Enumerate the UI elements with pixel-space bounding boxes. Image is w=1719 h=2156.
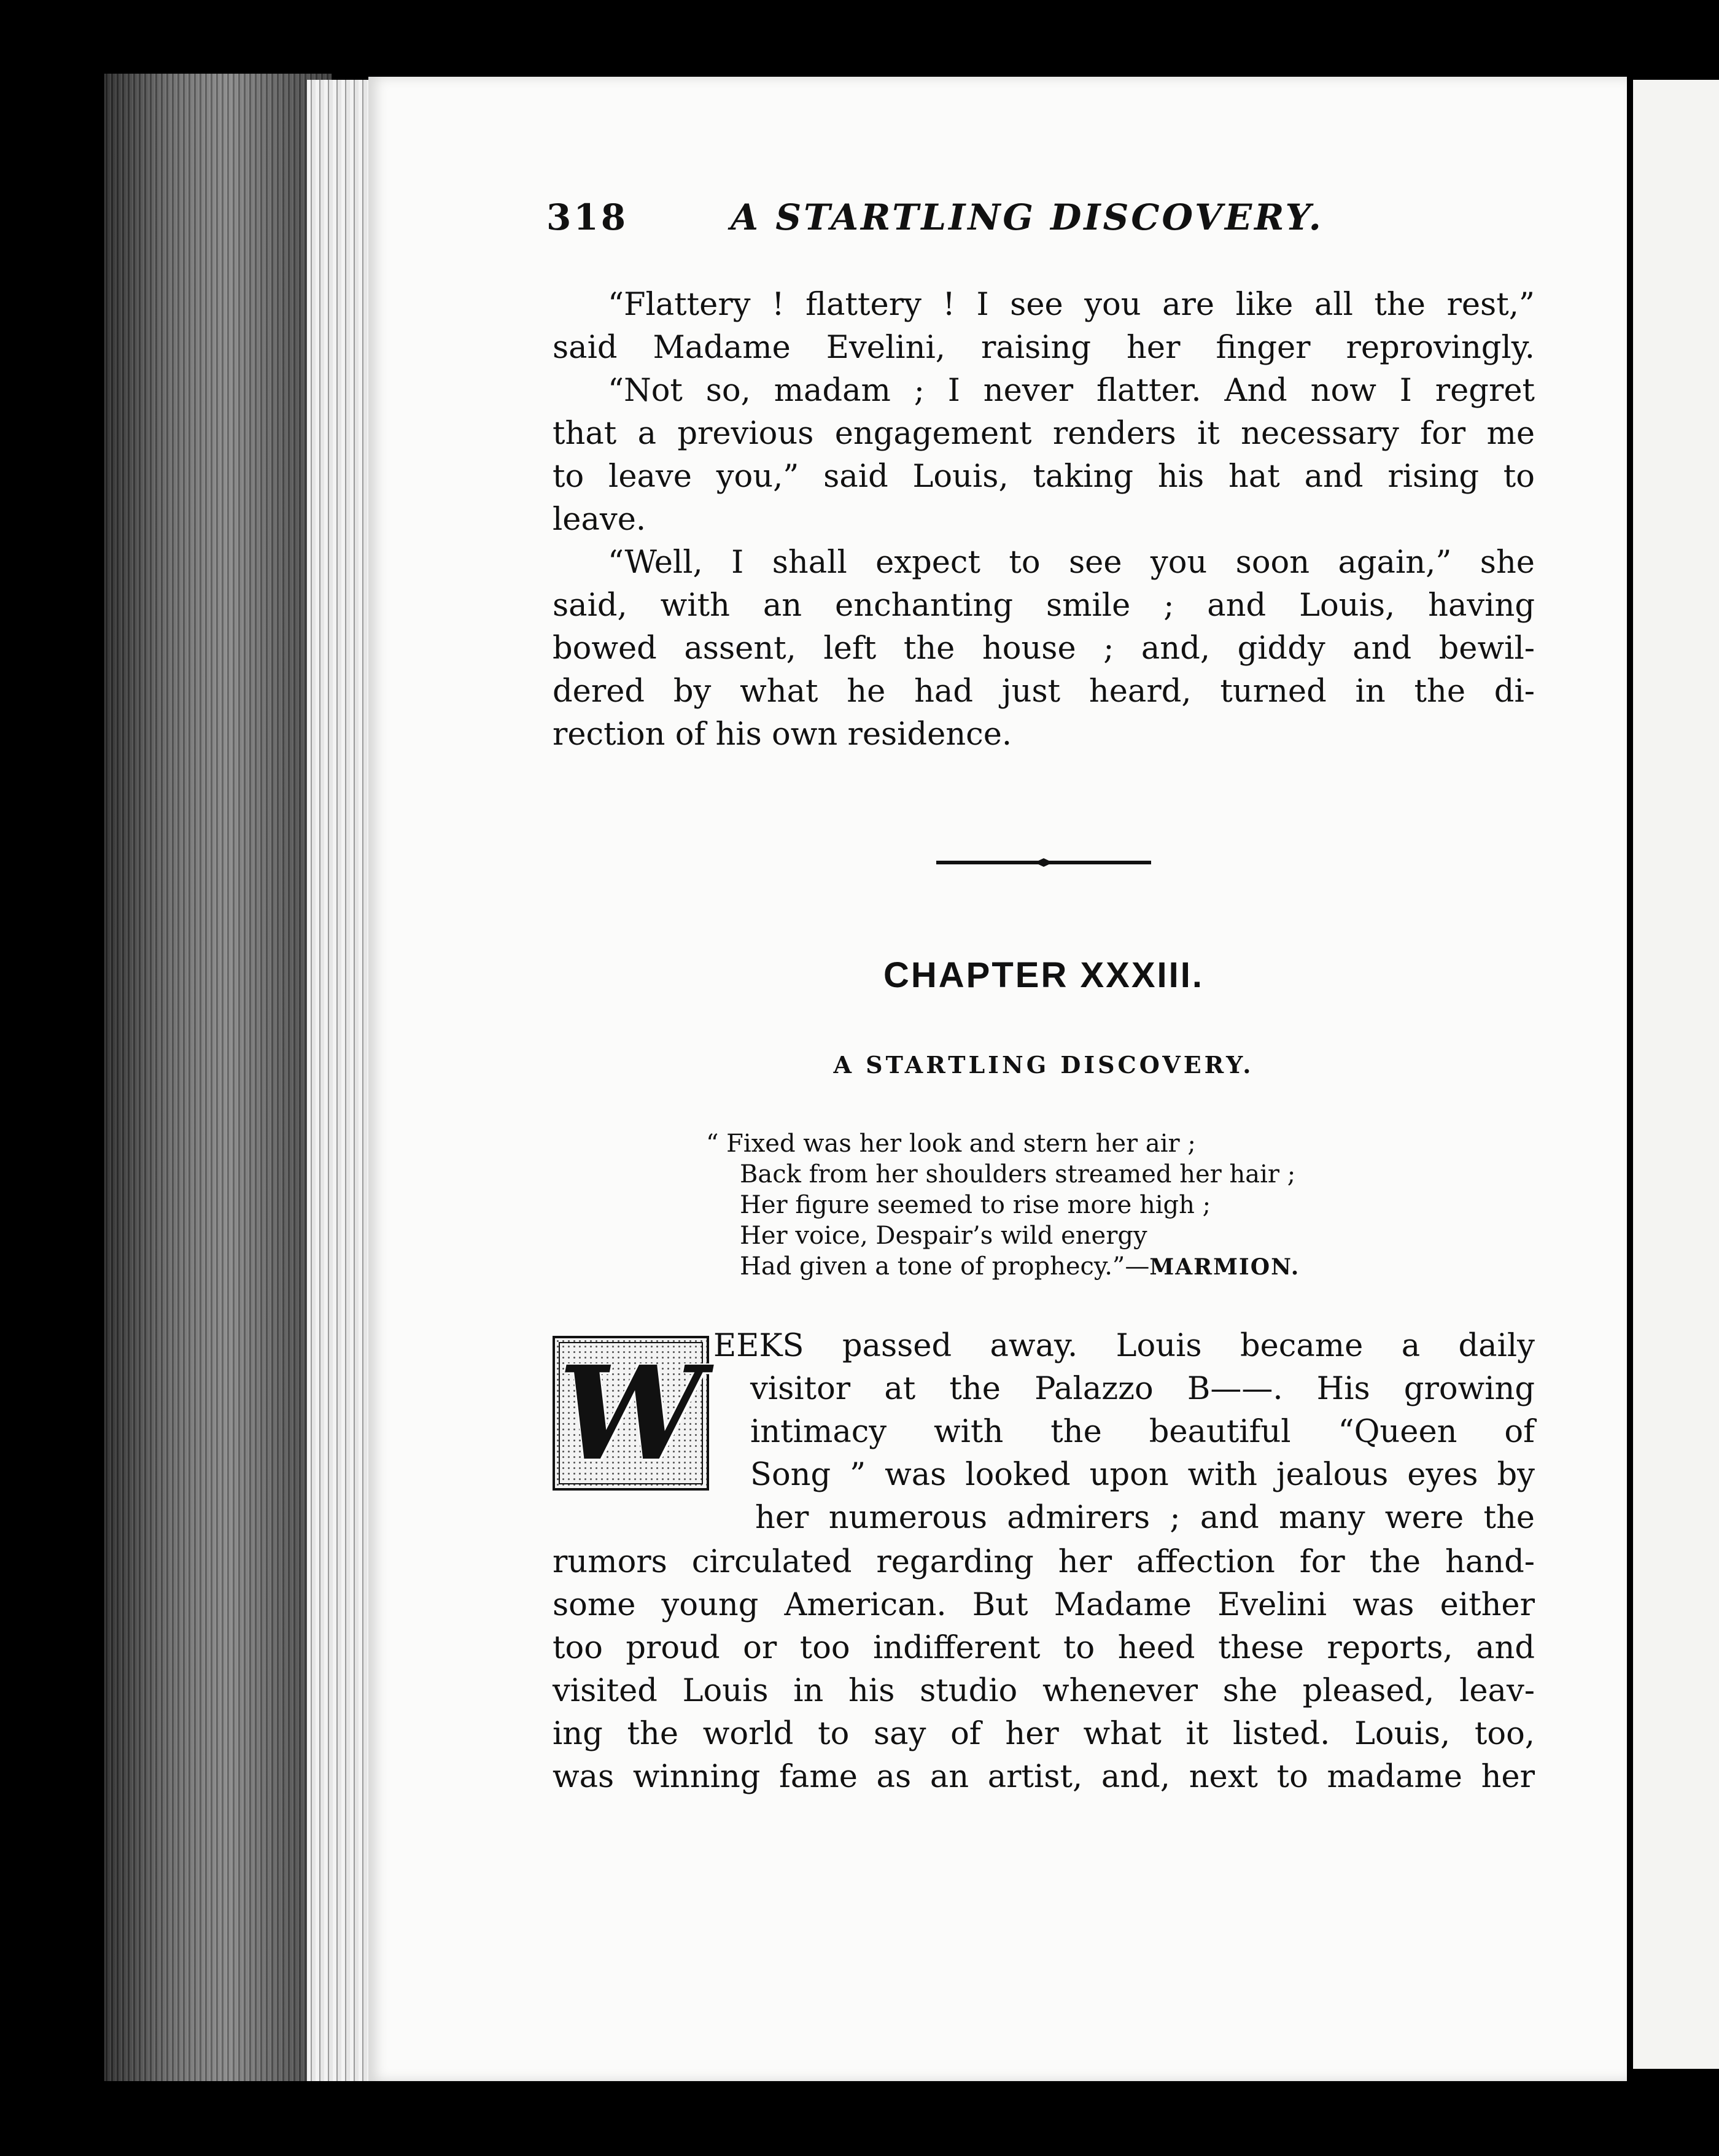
- ornamental-drop-cap: [553, 1336, 709, 1491]
- text-line: too proud or too indifferent to heed these reports, and: [553, 1630, 1535, 1666]
- ornamental-divider: [936, 858, 1151, 867]
- text-line: some young American. But Madame Evelini was either: [553, 1587, 1535, 1623]
- text-line: Song ” was looked upon with jealous eyes by: [750, 1457, 1535, 1493]
- epigraph-attribution: MARMION.: [1149, 1254, 1300, 1280]
- facing-page-edge: [1633, 80, 1719, 2069]
- epigraph: [706, 1128, 1412, 1282]
- text-line: said, with an enchanting smile ; and Louis, having: [553, 587, 1535, 624]
- epigraph-line: Her figure seemed to rise more high ;: [740, 1191, 1211, 1219]
- chapter-title: A STARTLING DISCOVERY.: [833, 1051, 1254, 1079]
- chapter-body: [553, 1541, 1535, 1799]
- text-line: to leave you,” said Louis, taking his hat and rising to: [553, 459, 1535, 495]
- running-header: [546, 196, 1387, 252]
- text-line: ing the world to say of her what it listed. Louis, too,: [553, 1716, 1535, 1752]
- text-line: visitor at the Palazzo B——. His growing: [750, 1371, 1535, 1407]
- text-line: visited Louis in his studio whenever she pleased, leav-: [553, 1673, 1535, 1709]
- text-line: said Madame Evelini, raising her finger reprovingly.: [553, 330, 1535, 366]
- text-line: “Flattery ! flattery ! I see you are like all the rest,”: [608, 287, 1535, 323]
- text-line: rumors circulated regarding her affection for the hand-: [553, 1544, 1535, 1580]
- book-fore-edge: [104, 74, 332, 2081]
- page-stack-edges: [307, 80, 374, 2081]
- text-line: “Not so, madam ; I never flatter. And now I regret: [608, 373, 1535, 409]
- drop-cap-letter: W: [558, 1338, 704, 1489]
- text-line: bowed assent, left the house ; and, giddy and bewil-: [553, 630, 1535, 667]
- text-line: was winning fame as an artist, and, next to madame her: [553, 1759, 1535, 1795]
- text-line: rection of his own residence.: [553, 716, 1012, 753]
- text-line: her numerous admirers ; and many were the: [755, 1500, 1535, 1536]
- text-line: leave.: [553, 502, 646, 538]
- running-title: A STARTLING DISCOVERY.: [731, 196, 1324, 238]
- epigraph-line: Her voice, Despair’s wild energy: [740, 1222, 1147, 1250]
- previous-chapter-ending: [553, 284, 1535, 756]
- text-line: EEKS passed away. Louis became a daily: [713, 1328, 1535, 1364]
- epigraph-last-line: [706, 1251, 1412, 1282]
- chapter-number: CHAPTER XXXIII.: [883, 955, 1204, 995]
- epigraph-line: Back from her shoulders streamed her hair ;: [740, 1160, 1296, 1189]
- text-line: that a previous engagement renders it necessary for me: [553, 416, 1535, 452]
- epigraph-line: “ Fixed was her look and stern her air ;: [706, 1130, 1196, 1158]
- text-line: “Well, I shall expect to see you soon again,” she: [608, 545, 1535, 581]
- epigraph-line: Had given a tone of prophecy.”—: [740, 1252, 1150, 1281]
- text-line: dered by what he had just heard, turned in the di-: [553, 673, 1535, 710]
- page-number: 318: [546, 196, 629, 238]
- text-line: intimacy with the beautiful “Queen of: [750, 1414, 1535, 1450]
